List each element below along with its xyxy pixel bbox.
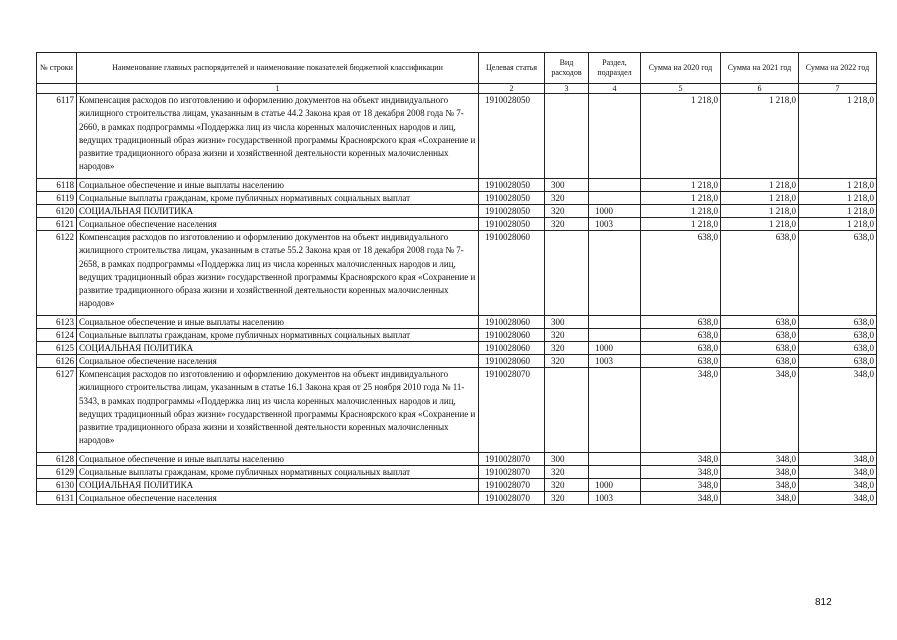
row-section: 1003 <box>589 218 641 231</box>
table-row <box>37 94 877 179</box>
row-number: 6124 <box>37 329 77 342</box>
row-target-article: 1910028050 <box>479 218 545 231</box>
row-section <box>589 316 641 329</box>
table-row <box>37 329 877 342</box>
row-sum-2021: 638,0 <box>721 355 799 368</box>
row-number: 6130 <box>37 479 77 492</box>
row-sum-2020: 638,0 <box>641 231 721 316</box>
row-number: 6125 <box>37 342 77 355</box>
row-expense-kind <box>545 94 589 179</box>
row-section <box>589 466 641 479</box>
row-sum-2020: 348,0 <box>641 453 721 466</box>
row-sum-2021: 348,0 <box>721 466 799 479</box>
row-target-article: 1910028050 <box>479 94 545 179</box>
table-row <box>37 355 877 368</box>
header-row-number: № строки <box>37 53 77 84</box>
row-number: 6122 <box>37 231 77 316</box>
row-name: Социальные выплаты гражданам, кроме публичных нормативных социальных выплат <box>77 192 479 205</box>
table-row <box>37 342 877 355</box>
row-sum-2021: 1 218,0 <box>721 94 799 179</box>
row-sum-2021: 348,0 <box>721 479 799 492</box>
row-expense-kind: 320 <box>545 355 589 368</box>
row-section <box>589 368 641 453</box>
row-target-article: 1910028070 <box>479 466 545 479</box>
table-row <box>37 453 877 466</box>
column-number: 5 <box>641 84 721 94</box>
header-name: Наименование главных распорядителей и наименование показателей бюджетной классификации <box>77 53 479 84</box>
row-target-article: 1910028060 <box>479 355 545 368</box>
row-expense-kind: 320 <box>545 492 589 505</box>
row-target-article: 1910028050 <box>479 205 545 218</box>
row-name: Социальное обеспечение и иные выплаты населению <box>77 453 479 466</box>
row-name: Компенсация расходов по изготовлению и оформлению документов на объект индивидуального жилищного строительства лицам, указанным в статье 16.1 Закона края от 25 ноября 2010 года № 11-5343, в рамках подпрограммы «Поддержка лиц из числа коренных малочисленных народов и лиц, ведущих традиционный образ жизни» государственной программы Красноярского края «Сохранение и развитие традиционного образа жизни и хозяйственной деятельности коренных малочисленных народов» <box>77 368 479 453</box>
row-number: 6123 <box>37 316 77 329</box>
row-target-article: 1910028050 <box>479 192 545 205</box>
row-sum-2021: 348,0 <box>721 368 799 453</box>
column-number: 6 <box>721 84 799 94</box>
row-name: Социальные выплаты гражданам, кроме публичных нормативных социальных выплат <box>77 466 479 479</box>
row-section: 1000 <box>589 205 641 218</box>
row-target-article: 1910028060 <box>479 316 545 329</box>
row-number: 6121 <box>37 218 77 231</box>
row-number: 6120 <box>37 205 77 218</box>
row-sum-2021: 638,0 <box>721 316 799 329</box>
row-section <box>589 94 641 179</box>
row-sum-2022: 638,0 <box>799 342 877 355</box>
row-name: СОЦИАЛЬНАЯ ПОЛИТИКА <box>77 205 479 218</box>
table-row <box>37 192 877 205</box>
row-sum-2022: 638,0 <box>799 329 877 342</box>
table-row <box>37 218 877 231</box>
row-sum-2022: 348,0 <box>799 479 877 492</box>
row-sum-2020: 1 218,0 <box>641 94 721 179</box>
row-sum-2021: 1 218,0 <box>721 192 799 205</box>
row-section <box>589 192 641 205</box>
row-sum-2020: 348,0 <box>641 479 721 492</box>
row-name: Социальное обеспечение и иные выплаты населению <box>77 179 479 192</box>
row-sum-2022: 638,0 <box>799 316 877 329</box>
row-sum-2021: 348,0 <box>721 453 799 466</box>
row-section <box>589 231 641 316</box>
row-number: 6131 <box>37 492 77 505</box>
row-target-article: 1910028060 <box>479 329 545 342</box>
row-sum-2020: 1 218,0 <box>641 192 721 205</box>
table-row <box>37 492 877 505</box>
row-sum-2020: 638,0 <box>641 316 721 329</box>
header-expense-kind: Вид расходов <box>545 53 589 84</box>
row-expense-kind: 300 <box>545 453 589 466</box>
row-name: СОЦИАЛЬНАЯ ПОЛИТИКА <box>77 342 479 355</box>
column-number: 7 <box>799 84 877 94</box>
budget-table <box>36 52 877 505</box>
row-section: 1000 <box>589 342 641 355</box>
row-target-article: 1910028060 <box>479 231 545 316</box>
row-sum-2022: 1 218,0 <box>799 94 877 179</box>
row-expense-kind: 320 <box>545 205 589 218</box>
row-section <box>589 179 641 192</box>
table-row <box>37 179 877 192</box>
row-sum-2021: 1 218,0 <box>721 218 799 231</box>
row-sum-2021: 1 218,0 <box>721 205 799 218</box>
row-expense-kind: 300 <box>545 179 589 192</box>
header-sum-2021: Сумма на 2021 год <box>721 53 799 84</box>
row-sum-2020: 1 218,0 <box>641 179 721 192</box>
row-target-article: 1910028070 <box>479 479 545 492</box>
row-sum-2022: 1 218,0 <box>799 205 877 218</box>
row-name: СОЦИАЛЬНАЯ ПОЛИТИКА <box>77 479 479 492</box>
row-sum-2022: 638,0 <box>799 231 877 316</box>
row-name: Социальное обеспечение населения <box>77 492 479 505</box>
row-sum-2020: 638,0 <box>641 329 721 342</box>
row-name: Социальные выплаты гражданам, кроме публичных нормативных социальных выплат <box>77 329 479 342</box>
row-sum-2022: 638,0 <box>799 355 877 368</box>
row-sum-2022: 1 218,0 <box>799 179 877 192</box>
row-target-article: 1910028050 <box>479 179 545 192</box>
header-row <box>37 53 877 84</box>
header-section: Раздел, подраздел <box>589 53 641 84</box>
row-name: Социальное обеспечение населения <box>77 218 479 231</box>
row-expense-kind: 320 <box>545 342 589 355</box>
row-number: 6118 <box>37 179 77 192</box>
row-sum-2022: 1 218,0 <box>799 192 877 205</box>
row-sum-2020: 638,0 <box>641 342 721 355</box>
row-sum-2020: 638,0 <box>641 355 721 368</box>
row-expense-kind <box>545 231 589 316</box>
table-row <box>37 316 877 329</box>
row-sum-2020: 348,0 <box>641 492 721 505</box>
row-target-article: 1910028070 <box>479 368 545 453</box>
row-expense-kind: 320 <box>545 192 589 205</box>
row-name: Компенсация расходов по изготовлению и оформлению документов на объект индивидуального жилищного строительства лицам, указанным в статье 55.2 Закона края от 18 декабря 2008 года № 7-2658, в рамках подпрограммы «Поддержка лиц из числа коренных малочисленных народов и лиц, ведущих традиционный образ жизни» государственной программы Красноярского края «Сохранение и развитие традиционного образа жизни и хозяйственной деятельности коренных малочисленных народов» <box>77 231 479 316</box>
row-sum-2022: 348,0 <box>799 368 877 453</box>
row-section <box>589 329 641 342</box>
row-sum-2021: 638,0 <box>721 329 799 342</box>
row-section: 1003 <box>589 492 641 505</box>
row-number: 6117 <box>37 94 77 179</box>
row-number: 6129 <box>37 466 77 479</box>
row-expense-kind: 320 <box>545 218 589 231</box>
table-row <box>37 466 877 479</box>
row-sum-2021: 348,0 <box>721 492 799 505</box>
column-number <box>37 84 77 94</box>
row-sum-2020: 348,0 <box>641 368 721 453</box>
row-sum-2021: 638,0 <box>721 231 799 316</box>
row-section: 1003 <box>589 355 641 368</box>
page-number: 812 <box>815 597 832 608</box>
table-row <box>37 231 877 316</box>
row-number: 6127 <box>37 368 77 453</box>
row-name: Компенсация расходов по изготовлению и оформлению документов на объект индивидуального жилищного строительства лицам, указанным в статье 44.2 Закона края от 18 декабря 2008 года № 7-2660, в рамках подпрограммы «Поддержка лиц из числа коренных малочисленных народов и лиц, ведущих традиционный образ жизни» государственной программы Красноярского края «Сохранение и развитие традиционного образа жизни и хозяйственной деятельности коренных малочисленных народов» <box>77 94 479 179</box>
row-section <box>589 453 641 466</box>
column-number: 1 <box>77 84 479 94</box>
row-sum-2022: 348,0 <box>799 453 877 466</box>
column-number: 3 <box>545 84 589 94</box>
row-target-article: 1910028070 <box>479 492 545 505</box>
row-target-article: 1910028060 <box>479 342 545 355</box>
row-expense-kind: 320 <box>545 479 589 492</box>
row-target-article: 1910028070 <box>479 453 545 466</box>
column-number: 4 <box>589 84 641 94</box>
row-name: Социальное обеспечение населения <box>77 355 479 368</box>
row-expense-kind: 320 <box>545 329 589 342</box>
row-expense-kind: 320 <box>545 466 589 479</box>
row-sum-2022: 348,0 <box>799 492 877 505</box>
row-name: Социальное обеспечение и иные выплаты населению <box>77 316 479 329</box>
header-sum-2022: Сумма на 2022 год <box>799 53 877 84</box>
column-number-row <box>37 84 877 94</box>
row-expense-kind: 300 <box>545 316 589 329</box>
row-sum-2021: 638,0 <box>721 342 799 355</box>
header-target-article: Целевая статья <box>479 53 545 84</box>
row-sum-2020: 1 218,0 <box>641 218 721 231</box>
column-number: 2 <box>479 84 545 94</box>
row-sum-2020: 348,0 <box>641 466 721 479</box>
row-sum-2022: 348,0 <box>799 466 877 479</box>
row-section: 1000 <box>589 479 641 492</box>
table-row <box>37 479 877 492</box>
table-row <box>37 368 877 453</box>
row-sum-2020: 1 218,0 <box>641 205 721 218</box>
row-sum-2021: 1 218,0 <box>721 179 799 192</box>
row-number: 6119 <box>37 192 77 205</box>
row-number: 6128 <box>37 453 77 466</box>
header-sum-2020: Сумма на 2020 год <box>641 53 721 84</box>
row-sum-2022: 1 218,0 <box>799 218 877 231</box>
table-row <box>37 205 877 218</box>
row-number: 6126 <box>37 355 77 368</box>
row-expense-kind <box>545 368 589 453</box>
